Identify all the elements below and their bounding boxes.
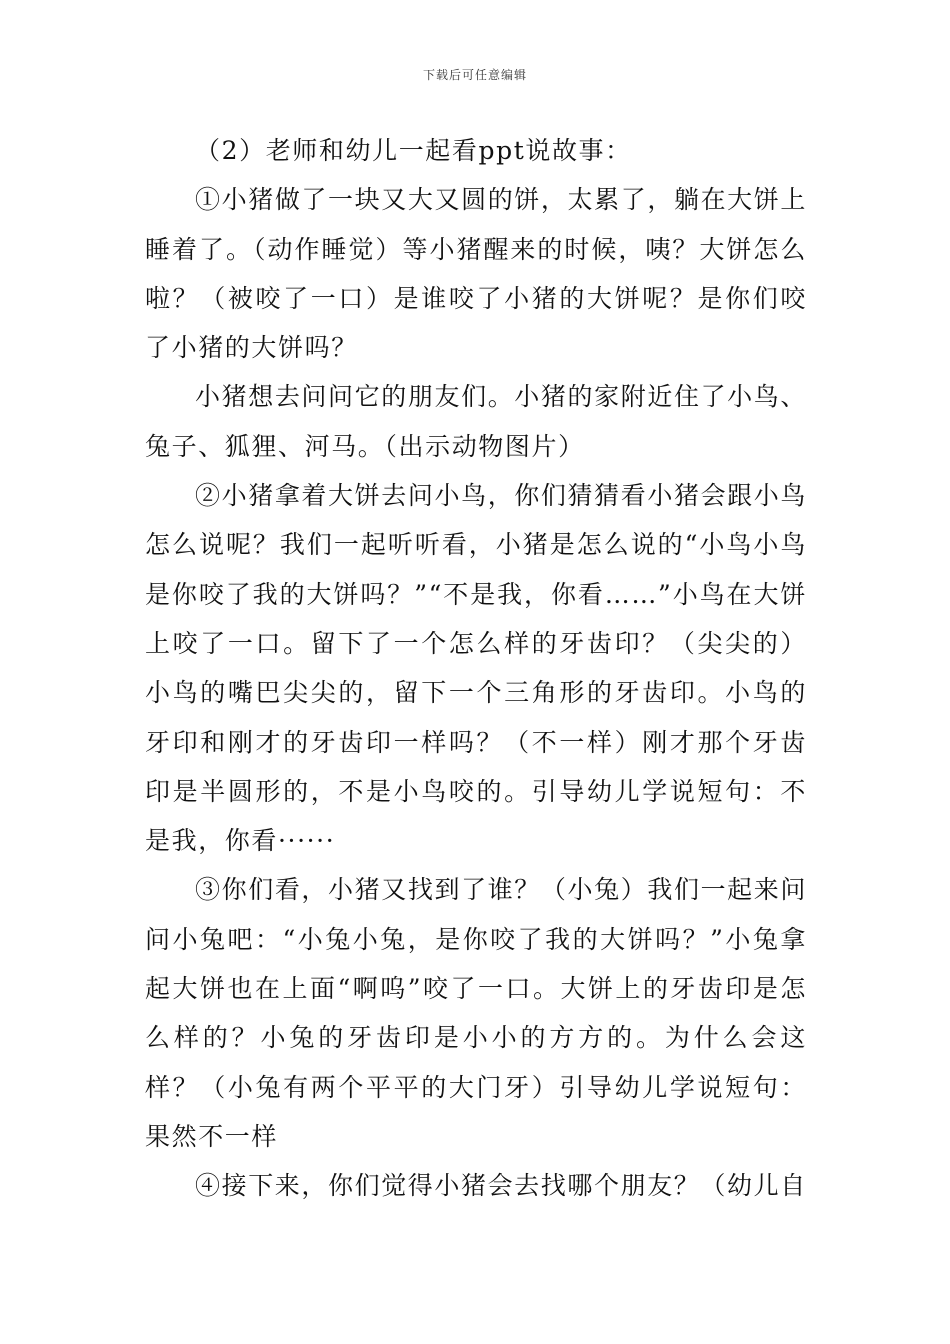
- page-header: 下载后可任意编辑: [422, 68, 527, 82]
- paragraph-story-3-rabbit: ③你们看，小猪又找到了谁？（小兔）我们一起来问问小兔吧：“小兔小兔，是你咬了我的大饼吗？”小兔拿起大饼也在上面“啊呜”咬了一口。大饼上的牙齿印是怎么样的？小兔的牙齿印是小小的方方的。为什么会这样？（小兔有两个平平的大门牙）引导幼儿学说短句：果然不一样: [145, 875, 807, 1151]
- paragraph-story-2-bird: ②小猪拿着大饼去问小鸟，你们猜猜看小猪会跟小鸟怎么说呢？我们一起听听看，小猪是怎么说的“小鸟小鸟是你咬了我的大饼吗？”“不是我，你看……”小鸟在大饼上咬了一口。留下了一个怎么样的牙齿印？（尖尖的）小鸟的嘴巴尖尖的，留下一个三角形的牙齿印。小鸟的牙印和刚才的牙齿印一样吗？（不一样）刚才那个牙齿印是半圆形的，不是小鸟咬的。引导幼儿学说短句：不是我，你看······: [145, 481, 807, 856]
- paragraph-step-2-heading: （2）老师和幼儿一起看ppt说故事：: [195, 136, 632, 165]
- paragraph-story-4: ④接下来，你们觉得小猪会去找哪个朋友？（幼儿自: [195, 1171, 807, 1201]
- paragraph-story-1: ①小猪做了一块又大又圆的饼，太累了，躺在大饼上睡着了。（动作睡觉）等小猪醒来的时候，咦？大饼怎么啦？（被咬了一口）是谁咬了小猪的大饼呢？是你们咬了小猪的大饼吗？: [145, 185, 807, 363]
- document-body: [145, 126, 807, 1211]
- paragraph-friends: 小猪想去问问它的朋友们。小猪的家附近住了小鸟、兔子、狐狸、河马。（出示动物图片）: [145, 382, 807, 461]
